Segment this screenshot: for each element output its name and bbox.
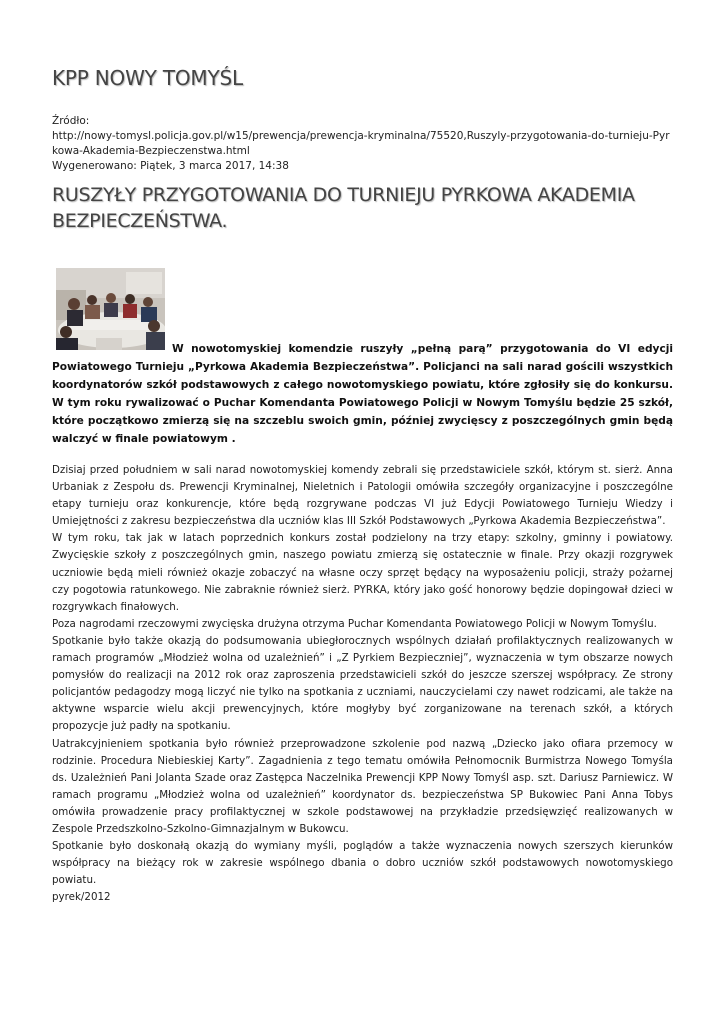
paragraph: Spotkanie było doskonałą okazją do wymiany myśli, poglądów a także wyznaczenia nowych szerszych kierunków współpracy na bieżący rok w zakresie wspólnego dbania o dobro uczniów szkół podstawowych nowotomyskiego powiatu. [52, 840, 673, 887]
article-photo [56, 268, 165, 350]
paragraph: Uatrakcyjnieniem spotkania było również przeprowadzone szkolenie pod nazwą „Dziecko jako ofiara przemocy w rodzinie. Procedura Niebieskiej Karty”. Zagadnienia z tego tematu omówiła Pełnomocnik Burmistrza Nowego Tomyśla ds. Uzależnień Pani Jolanta Szade oraz Zastępca Naczelnika Prewencji KPP Nowy Tomyśl asp. szt. Dariusz Parniewicz. W ramach programu „Młodzież wolna od uzależnień” koordynator ds. bezpieczeństwa SP Bukowiec Pani Anna Tobys omówiła prowadzenie pracy profilaktycznej w szkole podstawowej na przykładzie przedsięwzięć realizowanych w Zespole Przedszkolno-Szkolno-Gimnazjalnym w Bukowcu. [52, 737, 673, 835]
paragraph: Poza nagrodami rzeczowymi zwycięska drużyna otrzyma Puchar Komendanta Powiatowego Policji w Nowym Tomyślu. [52, 617, 657, 630]
source-url[interactable]: http://nowy-tomysl.policja.gov.pl/w15/prewencja/prewencja-kryminalna/75520,Ruszyly-przygotowania-do-turnieju-Pyrkowa-Akademia-Bezpieczenstwa.html [52, 130, 670, 157]
paragraph: Dzisiaj przed południem w sali narad nowotomyskiej komendy zebrali się przedstawiciele szkół, którym st. sierż. Anna Urbaniak z Zespołu ds. Prewencji Kryminalnej, Nieletnich i Patologii omówiła szczegóły organizacyjne i poszczególne etapy turnieju oraz konkurencje, które będą rozgrywane podczas VI już Edycji Powiatowego Turnieju Wiedzy i Umiejętności z zakresu bezpieczeństwa dla uczniów klas III Szkół Podstawowych „Pyrkowa Akademia Bezpieczeństwa”. [52, 464, 673, 528]
article-lead [52, 340, 673, 448]
lead-text: W nowotomyskiej komendzie ruszyły „pełną parą” przygotowania do VI edycji Powiatowego Turnieju „Pyrkowa Akademia Bezpieczeństwa”. Policjanci na sali narad gościli wszystkich koordynatorów szkół podstawowych z całego nowotomyskiego powiatu, które zgłosiły się do konkursu. W tym roku rywalizować o Puchar Komendanta Powiatowego Policji w Nowym Tomyślu będzie 25 szkół, które początkowo zmierzą się na szczeblu swoich gmin, później zwycięscy z poszczególnych gmin będą walczyć w finale powiatowym . [52, 343, 673, 445]
paragraph: Spotkanie było także okazją do podsumowania ubiegłorocznych wspólnych działań profilaktycznych realizowanych w ramach programów „Młodzież wolna od uzależnień” i „Z Pyrkiem Bezpieczniej”, wyznaczenia w tym obszarze nowych pomysłów do realizacji na 2012 rok oraz zaproszenia przedstawicieli szkół do jeszcze szerszej współpracy. Ze strony policjantów pedagodzy mogą liczyć nie tylko na spotkania z uczniami, nauczycielami czy nawet rodzicami, ale także na aktywne wsparcie wielu akcji prewencyjnych, które mogłyby być zorganizowane na terenach szkół, a których propozycje już padły na spotkaniu. [52, 634, 673, 733]
source-meta [52, 114, 673, 174]
article-title: RUSZYŁY PRZYGOTOWANIA DO TURNIEJU PYRKOWA AKADEMIA BEZPIECZEŃSTWA. [52, 184, 635, 232]
generated-date: Wygenerowano: Piątek, 3 marca 2017, 14:38 [52, 160, 289, 172]
article-body [52, 462, 673, 906]
source-label: Źródło: [52, 115, 90, 127]
site-title: KPP NOWY TOMYŚL [52, 66, 243, 90]
author-signature: pyrek/2012 [52, 891, 111, 904]
paragraph: W tym roku, tak jak w latach poprzednich konkurs został podzielony na trzy etapy: szkolny, gminny i powiatowy. Zwycięskie szkoły z poszczególnych gmin, naszego powiatu zmierzą się ostatecznie w finale. Przy okazji rozgrywek uczniowie będą mieli również okazje zobaczyć na własne oczy sprzęt będący na wyposażeniu policji, straży pożarnej czy pogotowia ratunkowego. Nie zabraknie również sierż. PYRKA, który jako gość honorowy będzie dopingował dzieci w rozgrywkach finałowych. [52, 532, 673, 613]
